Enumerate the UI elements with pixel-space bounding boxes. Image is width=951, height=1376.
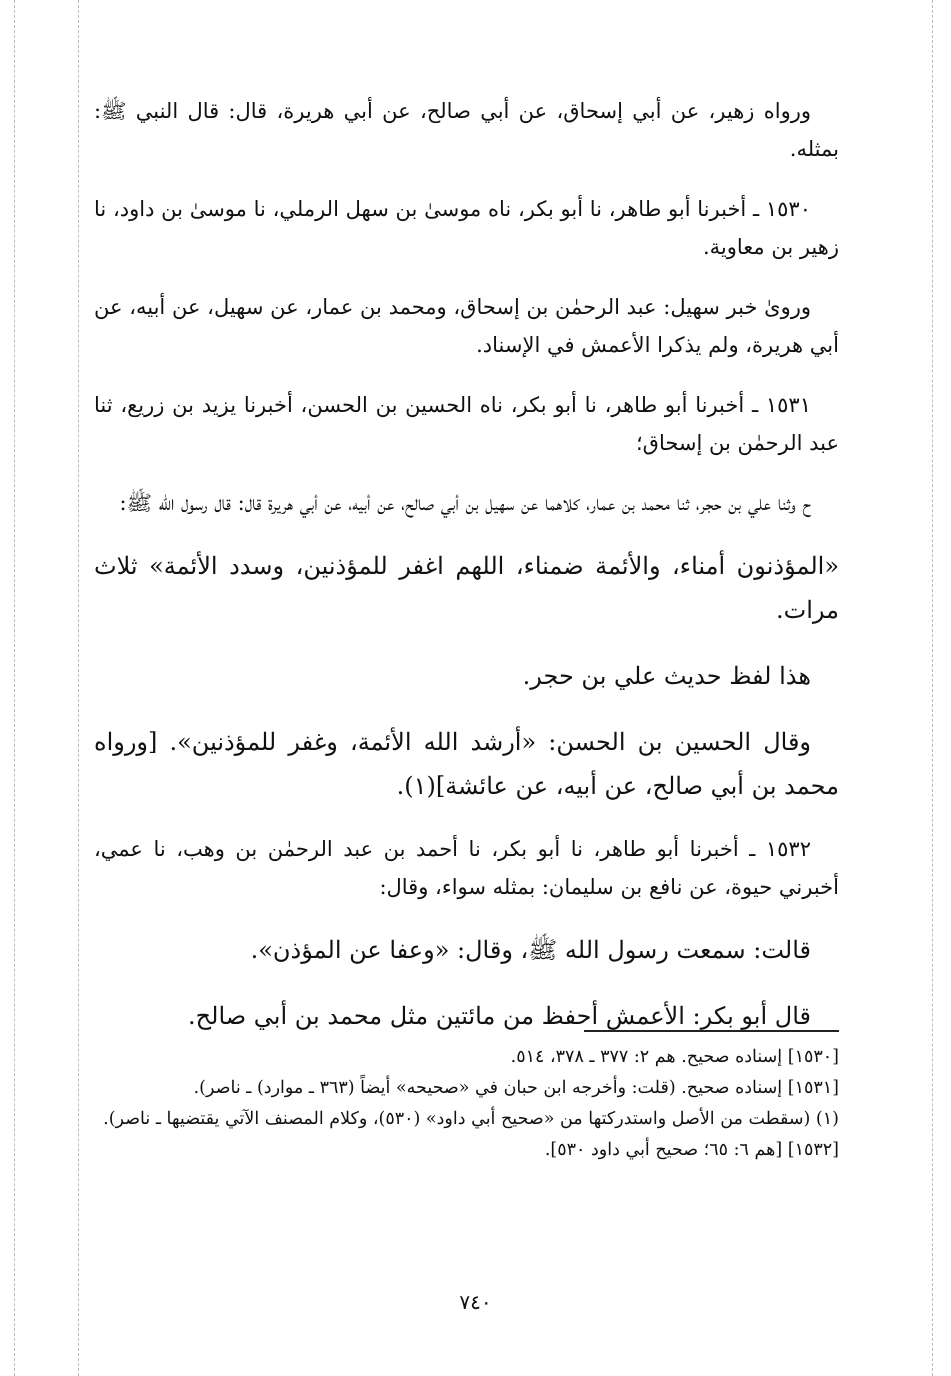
paragraph-8: وقال الحسين بن الحسن: «أرشد الله الأئمة، وغفر للمؤذنين». [ورواه محمد بن أبي صالح، عن أبيه، عن عائشة](١).: [94, 728, 839, 800]
paragraph-1: ورواه زهير، عن أبي إسحاق، عن أبي صالح، عن أبي هريرة، قال: قال النبي ﷺ: بمثله.: [94, 99, 839, 161]
footnote-divider: [584, 1030, 839, 1032]
hadith-1532: ١٥٣٢ ـ أخبرنا أبو طاهر، نا أبو بكر، نا أحمد بن عبد الرحمٰن بن وهب، نا عمي، أخبرني حيوة، عن نافع بن سليمان: بمثله سواء، وقال:: [94, 837, 839, 899]
paragraph-7: هذا لفظ حديث علي بن حجر.: [522, 662, 811, 690]
hadith-1531: ١٥٣١ ـ أخبرنا أبو طاهر، نا أبو بكر، ناه الحسين بن الحسن، أخبرنا يزيد بن زريع، ثنا عبد الرحمٰن بن إسحاق؛: [94, 393, 839, 455]
paragraph-5: ح وثنا علي بن حجر، ثنا محمد بن عمار، كلاهما عن سهيل بن أبي صالح، عن أبيه، عن أبي هريرة قال: قال رسول الله ﷺ:: [119, 491, 811, 515]
main-text: [94, 92, 839, 1060]
scan-edge-right: [932, 0, 933, 1376]
paragraph-10: قالت: سمعت رسول الله ﷺ، وقال: «وعفا عن المؤذن».: [250, 936, 811, 964]
footnotes: [94, 1042, 839, 1166]
footnote-1531: [١٥٣١] إسناده صحيح. (قلت: وأخرجه ابن حبان في «صحيحه» أيضاً (٣٦٣ ـ موارد) ـ ناصر).: [193, 1078, 839, 1098]
page-number: ٧٤٠: [459, 1290, 492, 1314]
scan-edge-left: [14, 0, 15, 1376]
footnote-1: (١) (سقطت من الأصل واستدركتها من «صحيح أبي داود» (٥٣٠)، وكلام المصنف الآتي يقتضيها ـ ناصر).: [103, 1109, 839, 1129]
hadith-1530: ١٥٣٠ ـ أخبرنا أبو طاهر، نا أبو بكر، ناه موسىٰ بن سهل الرملي، نا موسىٰ بن داود، نا زهير بن معاوية.: [94, 197, 839, 259]
paragraph-11: قال أبو بكر: الأعمش أحفظ من مائتين مثل محمد بن أبي صالح.: [188, 1002, 811, 1030]
footnote-1532: [١٥٣٢] [هم ٦: ٦٥؛ صحيح أبي داود ٥٣٠].: [544, 1140, 839, 1160]
paragraph-3: ورویٰ خبر سهيل: عبد الرحمٰن بن إسحاق، ومحمد بن عمار، عن سهيل، عن أبيه، عن أبي هريرة، ولم يذكرا الأعمش في الإسناد.: [94, 295, 839, 357]
hadith-quote: «المؤذنون أمناء، والأئمة ضمناء، اللهم اغفر للمؤذنين، وسدد الأئمة» ثلاث مرات.: [94, 552, 840, 624]
scan-guide-left: [78, 0, 79, 1376]
footnote-1530: [١٥٣٠] إسناده صحيح. هم ٢: ٣٧٧ ـ ٣٧٨، ٥١٤.: [510, 1047, 839, 1067]
